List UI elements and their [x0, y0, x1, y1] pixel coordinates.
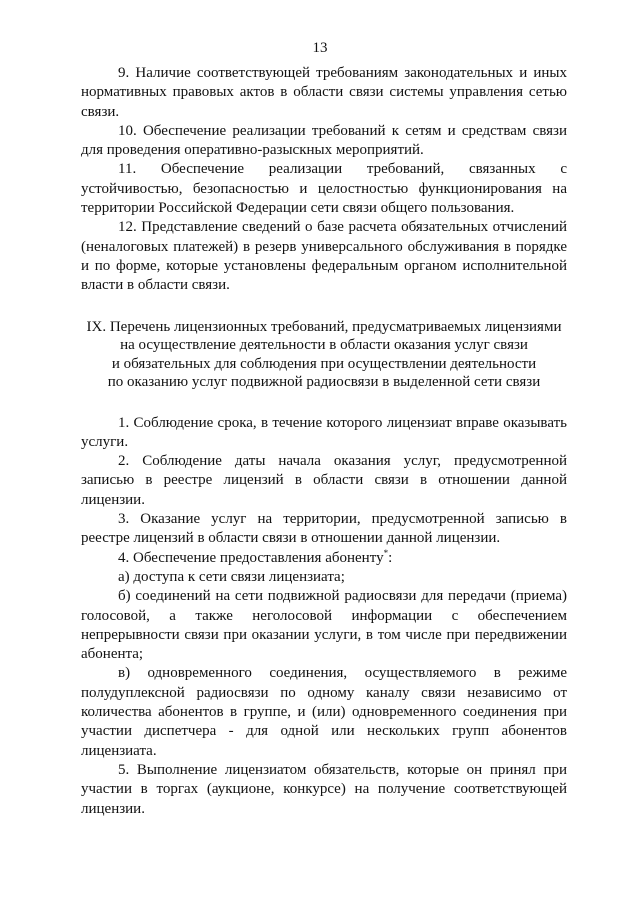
requirement-item-9: 9. Наличие соответствующей требованиям законодательных и иных нормативных правовых актов в области связи системы управления сетью связи.: [81, 65, 567, 120]
license-requirement-1: 1. Соблюдение срока, в течение которого лицензиат вправе оказывать услуги.: [81, 414, 567, 450]
license-requirement-4: [81, 549, 567, 568]
requirement-item-10: 10. Обеспечение реализации требований к сетям и средствам связи для проведения оперативно-разыскных мероприятий.: [81, 122, 567, 159]
license-requirement-2: 2. Соблюдение даты начала оказания услуг, предусмотренной записью в реестре лицензий в области связи в отношении данной лицензии.: [81, 453, 567, 508]
license-requirement-4-text: 4. Обеспечение предоставления абоненту: [118, 549, 384, 566]
license-requirement-4b: б) соединений на сети подвижной радиосвязи для передачи (приема) голосовой, а также неголосовой информации с обеспечением непрерывности связи при оказании услуги, в том числе при передвижении абонента;: [81, 588, 567, 663]
license-requirement-4c: в) одновременного соединения, осуществляемого в режиме полудуплексной радиосвязи по одному каналу связи независимо от количества абонентов в группе, и (или) одновременного соединения при участии диспетчера - для одной или нескольких групп абонентов лицензиата.: [81, 665, 567, 759]
section-heading-line: IX. Перечень лицензионных требований, предусматриваемых лицензиями: [86, 318, 562, 335]
footnote-marker: *: [383, 547, 389, 558]
license-requirement-4a: а) доступа к сети связи лицензиата;: [118, 568, 345, 585]
license-requirement-5: 5. Выполнение лицензиатом обязательств, которые он принял при участии в торгах (аукционе, конкурсе) на получение соответствующей лицензии.: [81, 761, 567, 817]
requirement-item-11: 11. Обеспечение реализации требований, связанных с устойчивостью, безопасностью и целостностью функционирования на территории Российской Федерации сети связи общего пользования.: [81, 161, 567, 217]
section-heading: [81, 318, 567, 392]
section-heading-line: на осуществление деятельности в области оказания услуг связи: [120, 337, 528, 354]
requirement-item-12: 12. Представление сведений о базе расчета обязательных отчислений (неналоговых платежей) в резерв универсального обслуживания в порядке и по форме, которые установлены федеральным органом исполнительной власти в области связи.: [81, 219, 567, 294]
license-requirement-4-colon: :: [388, 549, 393, 566]
document-body: [81, 64, 567, 819]
license-requirement-3: 3. Оказание услуг на территории, предусмотренной записью в реестре лицензий в области связи в отношении данной лицензии.: [81, 511, 567, 547]
page-number: 13: [312, 40, 328, 56]
section-heading-line: и обязательных для соблюдения при осуществлении деятельности: [111, 355, 537, 372]
section-heading-line: по оказанию услуг подвижной радиосвязи в выделенной сети связи: [107, 374, 541, 391]
